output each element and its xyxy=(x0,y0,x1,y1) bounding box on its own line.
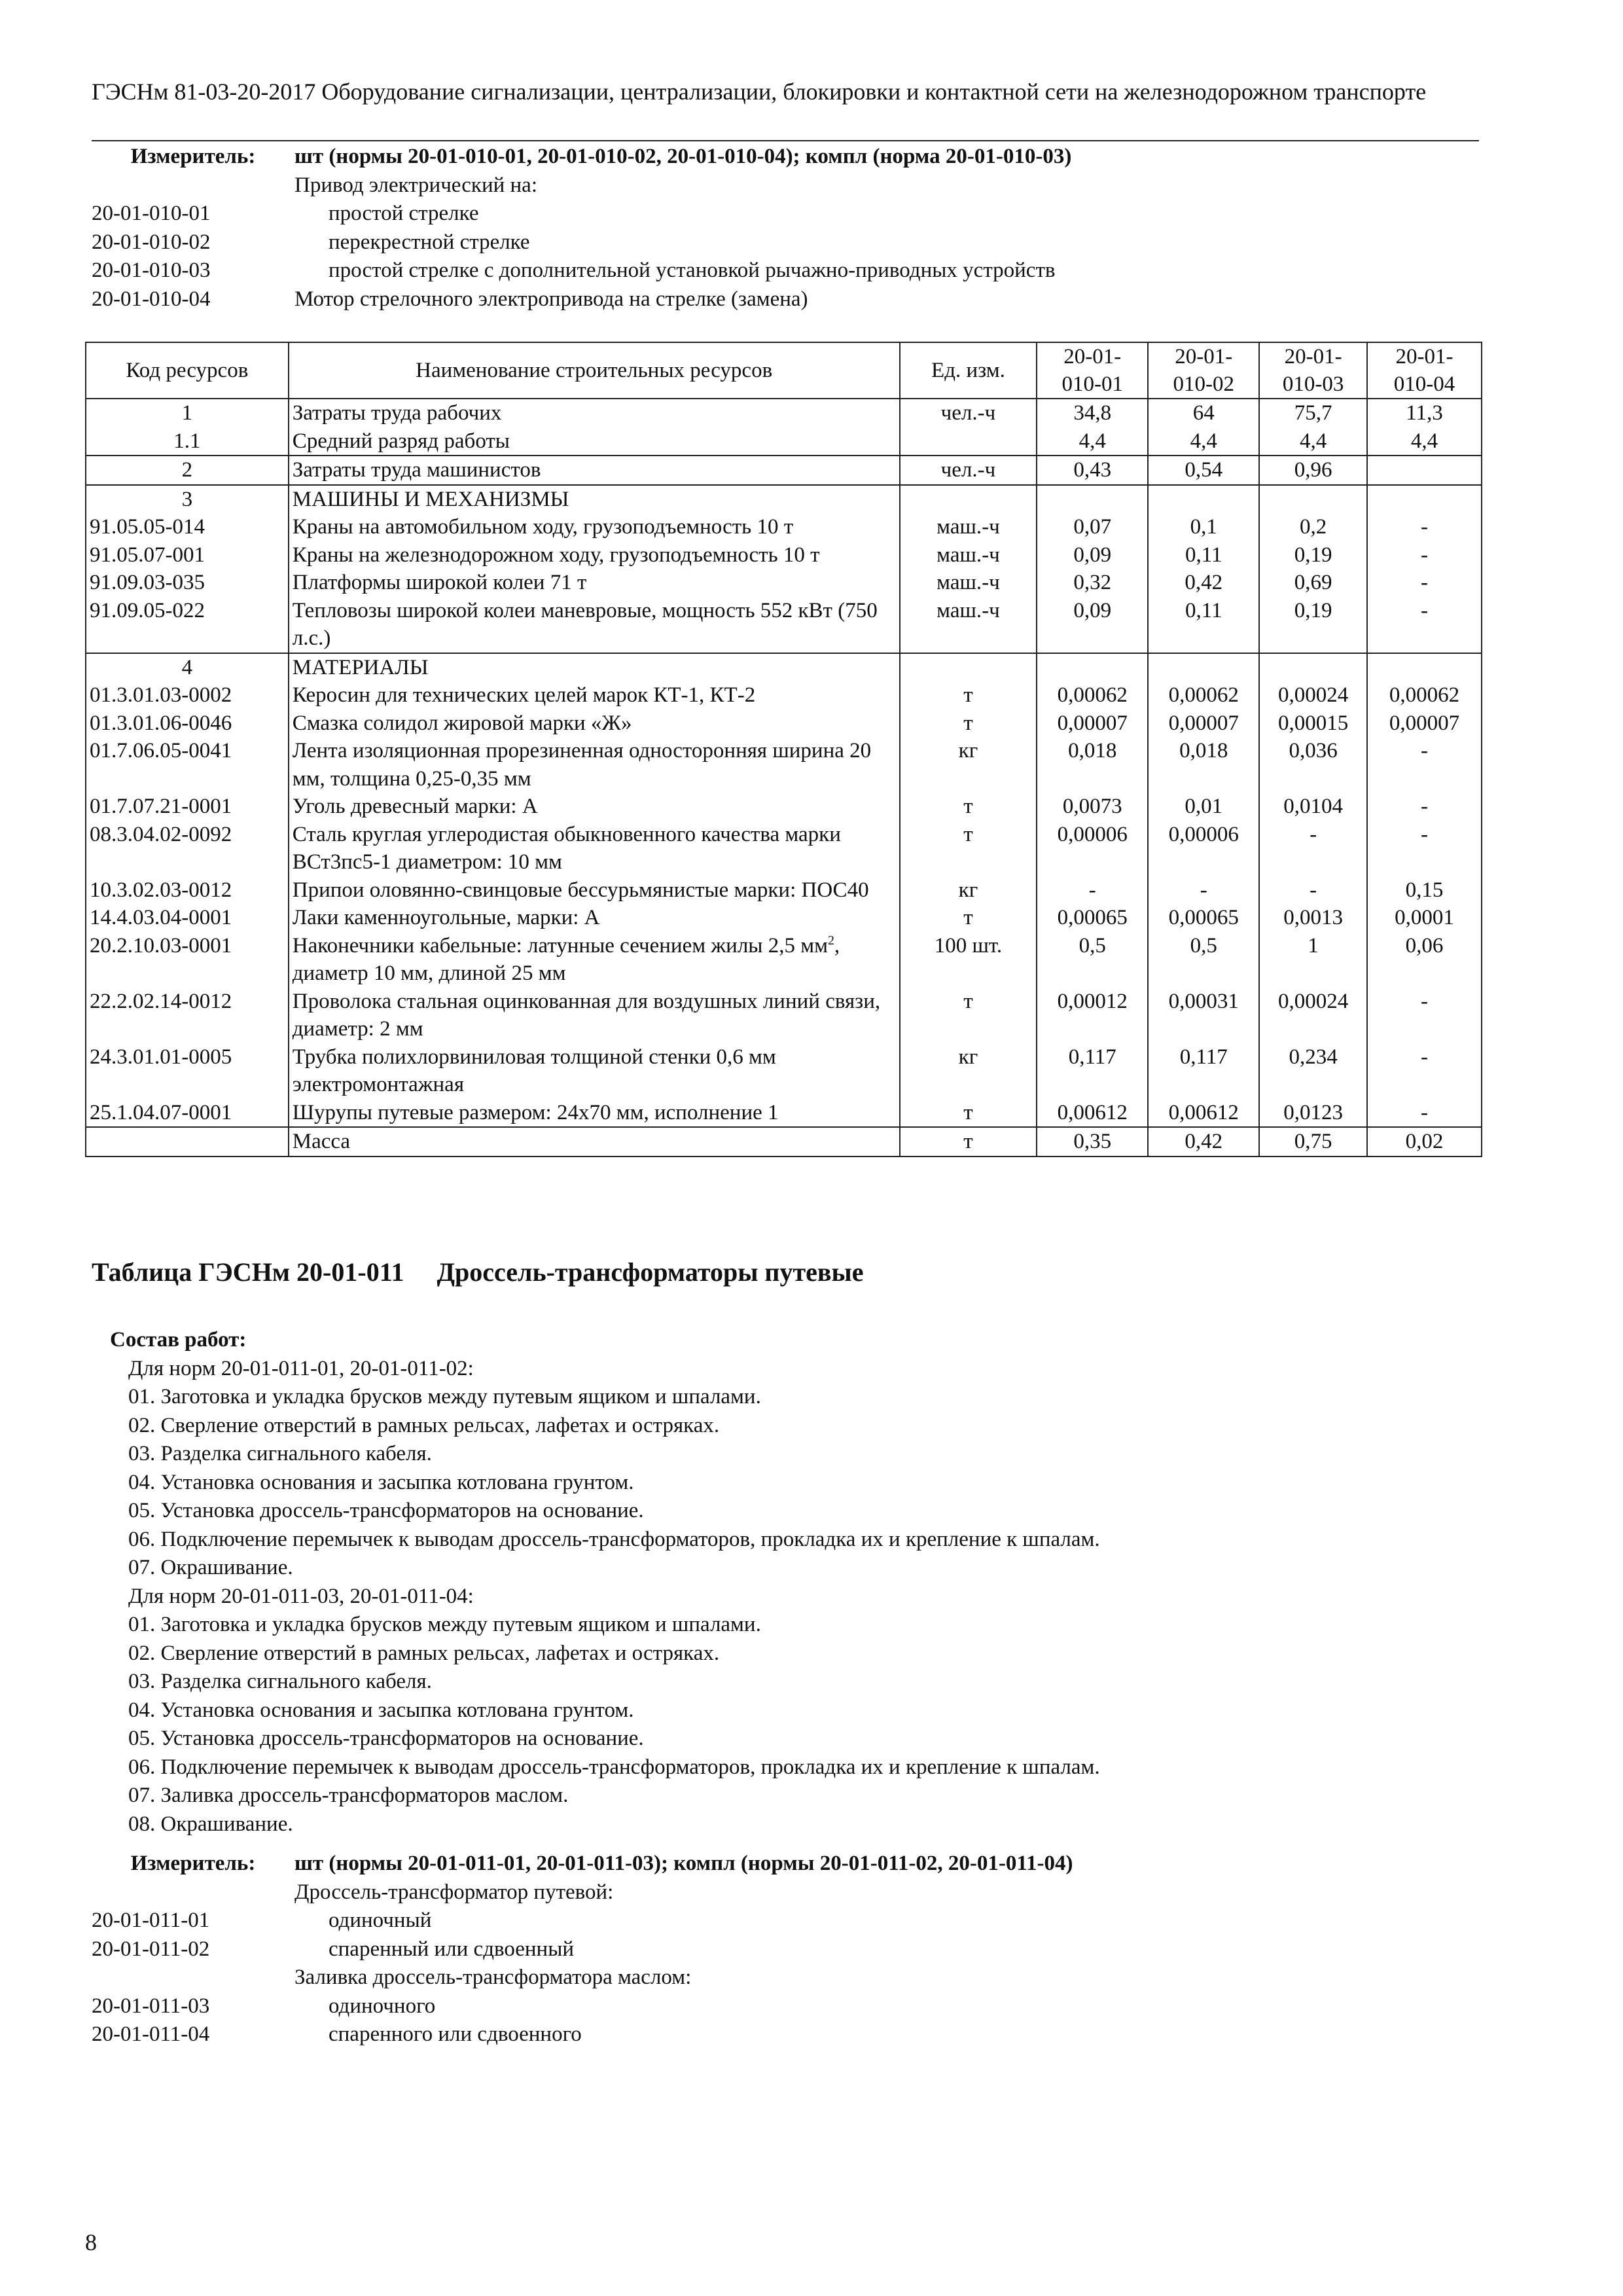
cell-value: 0,07 xyxy=(1037,513,1148,541)
table-row xyxy=(86,681,1482,709)
cell-value: - xyxy=(1367,513,1482,541)
cell-value xyxy=(1367,485,1482,514)
cell-unit: кг xyxy=(900,1043,1037,1099)
cell-value: - xyxy=(1367,793,1482,821)
cell-value: 0,00065 xyxy=(1037,904,1148,932)
cell-value: 0,00612 xyxy=(1148,1099,1259,1128)
cell-value: 0,00007 xyxy=(1037,709,1148,738)
header-unit: Ед. изм. xyxy=(900,342,1037,399)
table-row xyxy=(86,932,1482,988)
cell-value: 0,06 xyxy=(1367,932,1482,988)
cell-code: 01.7.06.05-0041 xyxy=(86,737,289,793)
cell-value: 0,00024 xyxy=(1259,988,1367,1043)
cell-value: 0,0104 xyxy=(1259,793,1367,821)
cell-name: Краны на автомобильном ходу, грузоподъемность 10 т xyxy=(289,513,900,541)
header-norm-2 xyxy=(1148,342,1259,399)
cell-value: - xyxy=(1367,737,1482,793)
cell-unit: кг xyxy=(900,876,1037,905)
measure-text: шт (нормы 20-01-010-01, 20-01-010-02, 20-01-010-04); компл (норма 20-01-010-03) xyxy=(294,145,1072,168)
norm-description: простой стрелке xyxy=(329,202,479,225)
document-header: ГЭСНм 81-03-20-2017 Оборудование сигнализации, централизации, блокировки и контактной сети на железнодорожном транспорте xyxy=(92,79,1427,105)
work-item: 02. Сверление отверстий в рамных рельсах, лафетах и остряках. xyxy=(128,1641,720,1665)
cell-value: 4,4 xyxy=(1259,427,1367,456)
cell-value: 0,00007 xyxy=(1367,709,1482,738)
cell-unit: т xyxy=(900,1127,1037,1157)
table2-title xyxy=(92,1257,896,1287)
cell-value: 0,036 xyxy=(1259,737,1367,793)
cell-value: 0,00612 xyxy=(1037,1099,1148,1128)
table2-label: Таблица ГЭСНм 20-01-011 xyxy=(92,1257,404,1287)
measure-line xyxy=(92,1878,1505,1907)
cell-code: 2 xyxy=(86,456,289,485)
cell-value: 0,01 xyxy=(1148,793,1259,821)
cell-value: 0,54 xyxy=(1148,456,1259,485)
cell-name: Припои оловянно-свинцовые бессурьмянистые марки: ПОС40 xyxy=(289,876,900,905)
cell-name: Затраты труда машинистов xyxy=(289,456,900,485)
cell-name: МАШИНЫ И МЕХАНИЗМЫ xyxy=(289,485,900,514)
cell-unit: маш.-ч xyxy=(900,541,1037,569)
cell-value: 0,42 xyxy=(1148,1127,1259,1157)
table-row xyxy=(86,427,1482,456)
measure-line xyxy=(92,2020,1505,2049)
cell-name: Затраты труда рабочих xyxy=(289,399,900,427)
cell-value: 0,96 xyxy=(1259,456,1367,485)
cell-name: Уголь древесный марки: А xyxy=(289,793,900,821)
work-item: 06. Подключение перемычек к выводам дроссель-трансформаторов, прокладка их и крепление к шпалам. xyxy=(128,1527,1100,1551)
work-item: 01. Заготовка и укладка брусков между путевым ящиком и шпалами. xyxy=(128,1385,761,1408)
cell-code: 14.4.03.04-0001 xyxy=(86,904,289,932)
cell-value: 0,00015 xyxy=(1259,709,1367,738)
cell-value: 4,4 xyxy=(1148,427,1259,456)
table-row xyxy=(86,513,1482,541)
cell-name: Лента изоляционная прорезиненная односторонняя ширина 20 мм, толщина 0,25-0,35 мм xyxy=(289,737,900,793)
cell-name: Сталь круглая углеродистая обыкновенного качества марки ВСт3пс5-1 диаметром: 10 мм xyxy=(289,821,900,876)
norm-code xyxy=(92,1878,294,1907)
table-row xyxy=(86,1099,1482,1128)
cell-value: 0,75 xyxy=(1259,1127,1367,1157)
cell-name: Тепловозы широкой колеи маневровые, мощность 552 кВт (750 л.с.) xyxy=(289,597,900,653)
cell-value: 0,5 xyxy=(1148,932,1259,988)
cell-value: 0,018 xyxy=(1037,737,1148,793)
table-row xyxy=(86,597,1482,653)
work-item: 06. Подключение перемычек к выводам дроссель-трансформаторов, прокладка их и крепление к шпалам. xyxy=(128,1755,1100,1779)
cell-value: 4,4 xyxy=(1367,427,1482,456)
cell-code: 01.7.07.21-0001 xyxy=(86,793,289,821)
cell-value: 0,00012 xyxy=(1037,988,1148,1043)
cell-unit: маш.-ч xyxy=(900,597,1037,653)
cell-value: 0,15 xyxy=(1367,876,1482,905)
cell-value: 4,4 xyxy=(1037,427,1148,456)
works-list xyxy=(92,1326,1531,1839)
cell-code: 22.2.02.14-0012 xyxy=(86,988,289,1043)
header-norm-1 xyxy=(1037,342,1148,399)
resources-table xyxy=(85,342,1482,1157)
norm-code xyxy=(92,1964,294,1992)
cell-value: 0,117 xyxy=(1148,1043,1259,1099)
measure-line xyxy=(92,1935,1505,1964)
work-item: 02. Сверление отверстий в рамных рельсах, лафетах и остряках. xyxy=(128,1413,720,1437)
cell-value: 0,5 xyxy=(1037,932,1148,988)
norm-code: 20-01-011-02 xyxy=(92,1937,210,1961)
cell-unit: т xyxy=(900,709,1037,738)
cell-value: - xyxy=(1259,821,1367,876)
table-row xyxy=(86,737,1482,793)
cell-value: - xyxy=(1367,1099,1482,1128)
measure-label: Измеритель: xyxy=(130,145,256,168)
cell-value xyxy=(1259,485,1367,514)
cell-code: 91.09.03-035 xyxy=(86,569,289,597)
cell-value: 0,1 xyxy=(1148,513,1259,541)
table-row xyxy=(86,1043,1482,1099)
table-row xyxy=(86,988,1482,1043)
cell-value: 0,018 xyxy=(1148,737,1259,793)
measure-line xyxy=(92,1964,1505,1992)
cell-code: 24.3.01.01-0005 xyxy=(86,1043,289,1099)
cell-unit: кг xyxy=(900,737,1037,793)
header-rule xyxy=(92,140,1479,141)
norm-code xyxy=(92,171,294,200)
norm-description: одиночного xyxy=(329,1994,436,2018)
work-item: 08. Окрашивание. xyxy=(128,1812,293,1836)
cell-value: 0,19 xyxy=(1259,541,1367,569)
header-norm-4-a: 20-01- xyxy=(1395,345,1454,368)
cell-code: 01.3.01.03-0002 xyxy=(86,681,289,709)
cell-unit: маш.-ч xyxy=(900,513,1037,541)
measure-line xyxy=(92,200,1505,228)
cell-code: 4 xyxy=(86,653,289,682)
cell-value xyxy=(1367,456,1482,485)
cell-value: 0,02 xyxy=(1367,1127,1482,1157)
cell-name: Лаки каменноугольные, марки: А xyxy=(289,904,900,932)
norm-description: Заливка дроссель-трансформатора маслом: xyxy=(294,1965,692,1989)
cell-value: 0,35 xyxy=(1037,1127,1148,1157)
cell-name: Краны на железнодорожном ходу, грузоподъемность 10 т xyxy=(289,541,900,569)
cell-value: 0,69 xyxy=(1259,569,1367,597)
cell-unit xyxy=(900,427,1037,456)
measure-block-2 xyxy=(92,1850,1505,2049)
norm-code: 20-01-010-02 xyxy=(92,230,211,254)
cell-value: 0,0123 xyxy=(1259,1099,1367,1128)
cell-value: 0,00062 xyxy=(1148,681,1259,709)
cell-code: 08.3.04.02-0092 xyxy=(86,821,289,876)
cell-value: - xyxy=(1037,876,1148,905)
cell-name: Платформы широкой колеи 71 т xyxy=(289,569,900,597)
cell-value: 0,0013 xyxy=(1259,904,1367,932)
cell-code: 10.3.02.03-0012 xyxy=(86,876,289,905)
cell-name: Шурупы путевые размером: 24х70 мм, исполнение 1 xyxy=(289,1099,900,1128)
work-item: 03. Разделка сигнального кабеля. xyxy=(128,1442,432,1465)
cell-value: 0,42 xyxy=(1148,569,1259,597)
norm-description: Привод электрический на: xyxy=(294,173,537,197)
cell-code: 91.05.07-001 xyxy=(86,541,289,569)
work-item: Для норм 20-01-011-01, 20-01-011-02: xyxy=(128,1356,474,1380)
header-norm-2-a: 20-01- xyxy=(1175,345,1233,368)
work-item: 04. Установка основания и засыпка котлована грунтом. xyxy=(128,1470,634,1494)
cell-value: 0,09 xyxy=(1037,541,1148,569)
cell-value: - xyxy=(1367,1043,1482,1099)
cell-unit xyxy=(900,485,1037,514)
measure-line xyxy=(92,1992,1505,2021)
cell-value: - xyxy=(1367,597,1482,653)
measure2-header-row xyxy=(92,1850,1505,1878)
cell-value: 0,00024 xyxy=(1259,681,1367,709)
table-row xyxy=(86,485,1482,514)
cell-value: - xyxy=(1367,821,1482,876)
cell-value: - xyxy=(1367,541,1482,569)
measure-line xyxy=(92,257,1505,285)
cell-name: Трубка полихлорвиниловая толщиной стенки 0,6 мм электромонтажная xyxy=(289,1043,900,1099)
work-item: Для норм 20-01-011-03, 20-01-011-04: xyxy=(128,1584,474,1608)
cell-value xyxy=(1148,653,1259,682)
cell-unit: 100 шт. xyxy=(900,932,1037,988)
cell-value: 0,19 xyxy=(1259,597,1367,653)
header-norm-1-a: 20-01- xyxy=(1063,345,1122,368)
measure-line xyxy=(92,285,1505,314)
table-row xyxy=(86,821,1482,876)
cell-value: 0,00006 xyxy=(1148,821,1259,876)
cell-value: 64 xyxy=(1148,399,1259,427)
cell-unit: т xyxy=(900,988,1037,1043)
cell-unit: т xyxy=(900,904,1037,932)
cell-code xyxy=(86,1127,289,1157)
cell-value xyxy=(1037,653,1148,682)
header-norm-4 xyxy=(1367,342,1482,399)
table-row xyxy=(86,876,1482,905)
cell-value: 75,7 xyxy=(1259,399,1367,427)
measure-block-1 xyxy=(92,143,1505,314)
table-header-row xyxy=(86,342,1482,399)
header-norm-4-b: 010-04 xyxy=(1393,372,1455,396)
header-code: Код ресурсов xyxy=(86,342,289,399)
cell-code: 25.1.04.07-0001 xyxy=(86,1099,289,1128)
table-row xyxy=(86,569,1482,597)
cell-unit: маш.-ч xyxy=(900,569,1037,597)
norm-description: спаренный или сдвоенный xyxy=(329,1937,575,1961)
cell-value: 34,8 xyxy=(1037,399,1148,427)
work-item: 07. Заливка дроссель-трансформаторов маслом. xyxy=(128,1784,569,1807)
norm-code: 20-01-010-03 xyxy=(92,259,211,282)
works-heading: Состав работ: xyxy=(110,1328,247,1352)
work-item: 03. Разделка сигнального кабеля. xyxy=(128,1670,432,1693)
cell-unit: т xyxy=(900,1099,1037,1128)
table-row xyxy=(86,1127,1482,1157)
cell-value: 0,00062 xyxy=(1367,681,1482,709)
cell-value: 0,32 xyxy=(1037,569,1148,597)
cell-unit: чел.-ч xyxy=(900,399,1037,427)
cell-code: 01.3.01.06-0046 xyxy=(86,709,289,738)
cell-value xyxy=(1037,485,1148,514)
cell-unit: т xyxy=(900,821,1037,876)
work-item: 05. Установка дроссель-трансформаторов на основание. xyxy=(128,1499,644,1522)
cell-code: 3 xyxy=(86,485,289,514)
cell-value: 0,234 xyxy=(1259,1043,1367,1099)
measure-line xyxy=(92,1907,1505,1935)
header-norm-3-b: 010-03 xyxy=(1282,372,1344,396)
norm-description: Мотор стрелочного электропривода на стрелке (замена) xyxy=(294,287,808,311)
table-row xyxy=(86,399,1482,427)
cell-value: 0,09 xyxy=(1037,597,1148,653)
cell-value xyxy=(1148,485,1259,514)
cell-value: 11,3 xyxy=(1367,399,1482,427)
norm-code: 20-01-011-03 xyxy=(92,1994,210,2018)
cell-value xyxy=(1259,653,1367,682)
cell-value: 0,00065 xyxy=(1148,904,1259,932)
table-row xyxy=(86,541,1482,569)
table2-name: Дроссель-трансформаторы путевые xyxy=(437,1257,864,1287)
measure-line xyxy=(92,228,1505,257)
cell-name: Керосин для технических целей марок КТ-1, КТ-2 xyxy=(289,681,900,709)
work-item: 01. Заготовка и укладка брусков между путевым ящиком и шпалами. xyxy=(128,1613,761,1636)
header-name: Наименование строительных ресурсов xyxy=(289,342,900,399)
table-row xyxy=(86,709,1482,738)
cell-value: - xyxy=(1148,876,1259,905)
norm-code: 20-01-010-01 xyxy=(92,202,211,225)
measure-line xyxy=(92,171,1505,200)
cell-unit: т xyxy=(900,681,1037,709)
measure2-label: Измеритель: xyxy=(130,1852,256,1875)
cell-value: 0,2 xyxy=(1259,513,1367,541)
cell-value: 0,00006 xyxy=(1037,821,1148,876)
cell-name: Масса xyxy=(289,1127,900,1157)
table-row xyxy=(86,904,1482,932)
cell-value: 0,0001 xyxy=(1367,904,1482,932)
cell-unit: т xyxy=(900,793,1037,821)
cell-code: 91.09.05-022 xyxy=(86,597,289,653)
cell-value: 0,00007 xyxy=(1148,709,1259,738)
norm-code: 20-01-011-01 xyxy=(92,1909,210,1932)
work-item: 07. Окрашивание. xyxy=(128,1556,293,1579)
cell-code: 20.2.10.03-0001 xyxy=(86,932,289,988)
header-norm-1-b: 010-01 xyxy=(1061,372,1124,396)
table-row xyxy=(86,793,1482,821)
table-row xyxy=(86,456,1482,485)
header-norm-3-a: 20-01- xyxy=(1284,345,1342,368)
cell-value: 0,11 xyxy=(1148,541,1259,569)
measure-header-row xyxy=(92,143,1505,171)
work-item: 05. Установка дроссель-трансформаторов на основание. xyxy=(128,1727,644,1750)
norm-description: одиночный xyxy=(329,1909,432,1932)
norm-code: 20-01-011-04 xyxy=(92,2022,210,2046)
cell-value: - xyxy=(1367,988,1482,1043)
cell-value: 0,43 xyxy=(1037,456,1148,485)
norm-description: перекрестной стрелке xyxy=(329,230,530,254)
cell-unit xyxy=(900,653,1037,682)
cell-value: - xyxy=(1259,876,1367,905)
measure2-text: шт (нормы 20-01-011-01, 20-01-011-03); компл (нормы 20-01-011-02, 20-01-011-04) xyxy=(294,1852,1073,1875)
cell-name: МАТЕРИАЛЫ xyxy=(289,653,900,682)
cell-code: 1.1 xyxy=(86,427,289,456)
cell-name: Средний разряд работы xyxy=(289,427,900,456)
cell-name: Наконечники кабельные: латунные сечением жилы 2,5 $мм^2$, диаметр 10 мм, длиной 25 мм xyxy=(289,932,900,988)
cell-value: 0,00062 xyxy=(1037,681,1148,709)
cell-code: 91.05.05-014 xyxy=(86,513,289,541)
header-norm-3 xyxy=(1259,342,1367,399)
cell-value xyxy=(1367,653,1482,682)
cell-value: 0,11 xyxy=(1148,597,1259,653)
cell-name: Проволока стальная оцинкованная для воздушных линий связи, диаметр: 2 мм xyxy=(289,988,900,1043)
table-row xyxy=(86,653,1482,682)
cell-value: 0,00031 xyxy=(1148,988,1259,1043)
cell-unit: чел.-ч xyxy=(900,456,1037,485)
norm-description: простой стрелке с дополнительной установкой рычажно-приводных устройств xyxy=(329,259,1056,282)
norm-code: 20-01-010-04 xyxy=(92,287,211,311)
norm-description: спаренного или сдвоенного xyxy=(329,2022,582,2046)
cell-value: 0,117 xyxy=(1037,1043,1148,1099)
cell-code: 1 xyxy=(86,399,289,427)
page-number: 8 xyxy=(85,2229,97,2255)
work-item: 04. Установка основания и засыпка котлована грунтом. xyxy=(128,1698,634,1722)
cell-value: - xyxy=(1367,569,1482,597)
header-norm-2-b: 010-02 xyxy=(1173,372,1234,396)
norm-description: Дроссель-трансформатор путевой: xyxy=(294,1880,614,1904)
cell-value: 1 xyxy=(1259,932,1367,988)
cell-value: 0,0073 xyxy=(1037,793,1148,821)
cell-name: Смазка солидол жировой марки «Ж» xyxy=(289,709,900,738)
